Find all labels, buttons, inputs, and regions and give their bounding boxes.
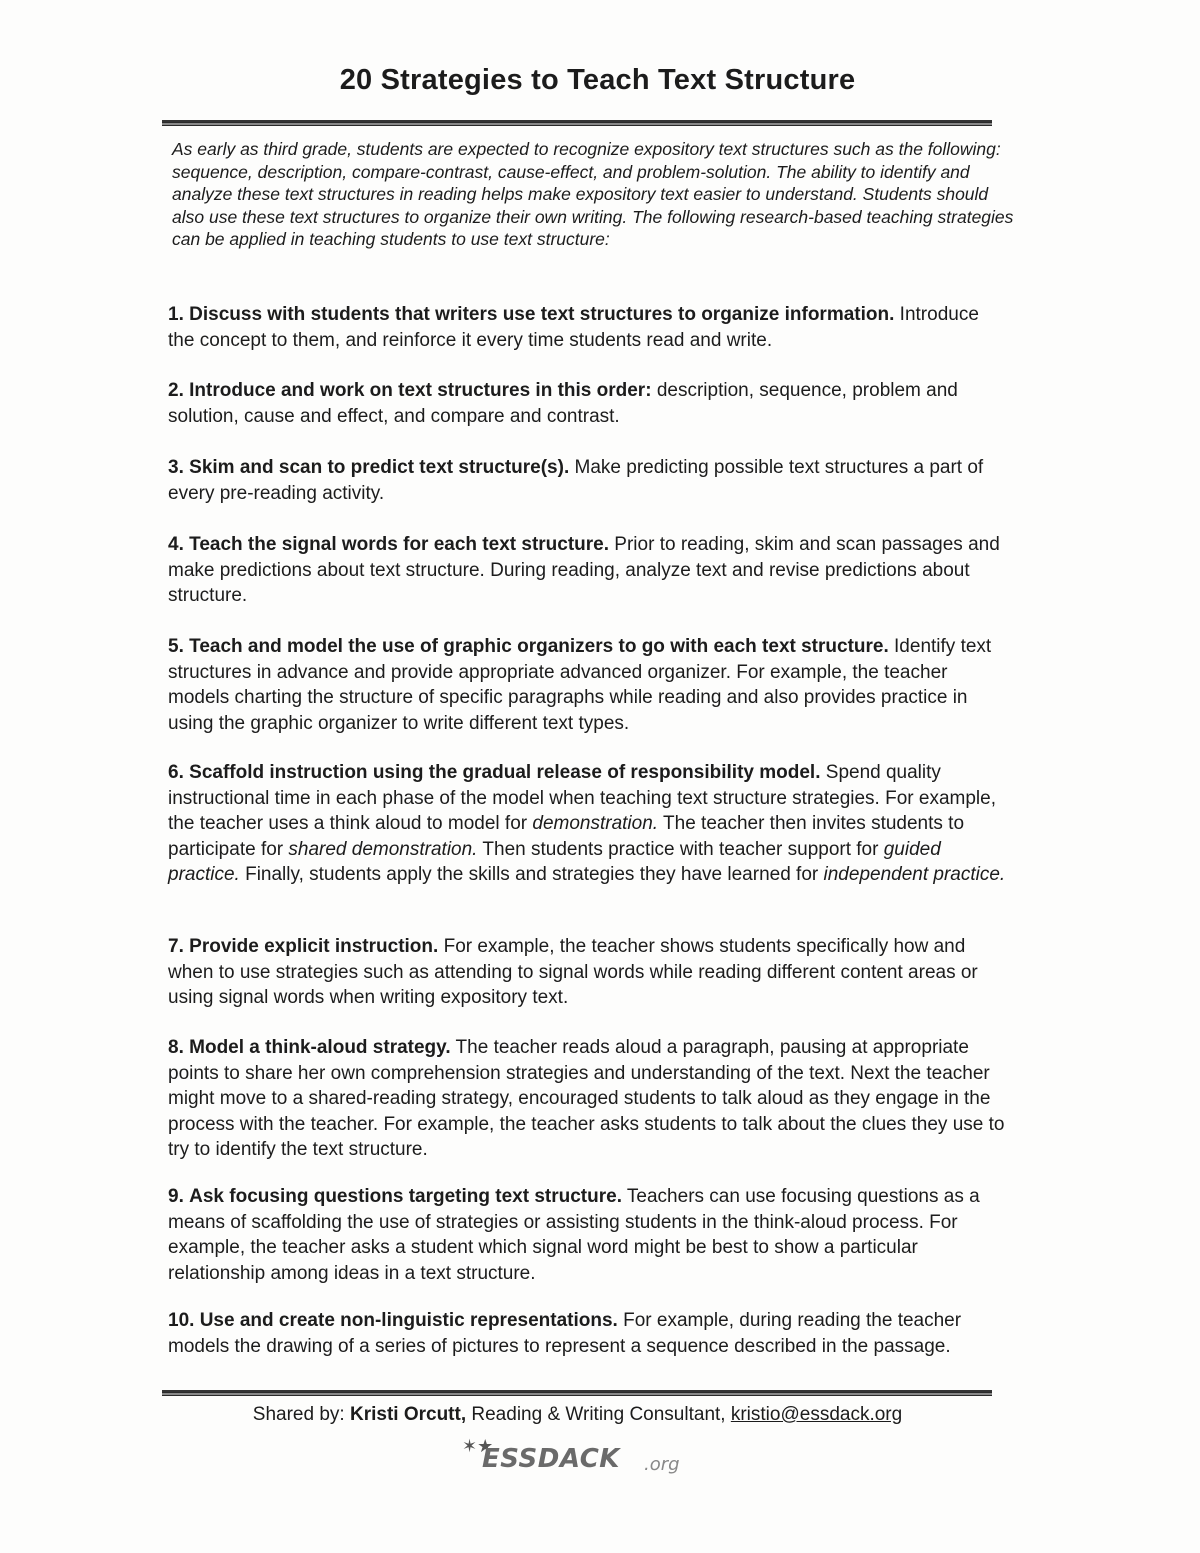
strategy-item — [168, 1184, 1008, 1286]
strategy-body: Teachers can use focusing questions as a means of scaffolding the use of strategies or assisting students in the think-aloud process. For example, the teacher asks a student which signal word might be best to show a particular relationship among ideas in a text structure. — [168, 1186, 980, 1284]
strategy-body: For example, the teacher shows students specifically how and when to use strategies such as attending to signal words while reading different content areas or using signal words when writing expository text. — [168, 936, 978, 1008]
strategy-body: description, sequence, problem and solution, cause and effect, and compare and contrast. — [168, 380, 958, 427]
author-role: Reading & Writing Consultant, — [471, 1404, 726, 1425]
strategy-number: 8. — [168, 1037, 184, 1058]
strategy-item — [168, 760, 1008, 888]
strategy-heading: Teach the signal words for each text structure. — [189, 534, 610, 555]
strategy-item — [168, 532, 1008, 609]
page-title: 20 Strategies to Teach Text Structure — [339, 64, 856, 96]
strategy-item — [168, 934, 1008, 1011]
strategy-body: For example, during reading the teacher models the drawing of a series of pictures to represent a sequence described in the passage. — [168, 1310, 962, 1357]
strategy-item — [168, 1035, 1008, 1163]
strategy-emphasis: guided practice. — [168, 838, 941, 885]
strategy-item — [168, 302, 1008, 353]
strategy-number: 7. — [168, 936, 184, 957]
strategy-number: 10. — [168, 1310, 195, 1331]
author-name: Kristi Orcutt, — [349, 1404, 467, 1425]
strategy-heading: Discuss with students that writers use text structures to organize information. — [189, 304, 895, 325]
strategy-body: Identify text structures in advance and provide appropriate advanced organizer. For example, the teacher models charting the structure of specific paragraphs while reading and also provides practice in using the graphic organizer to write different text types. — [168, 636, 992, 734]
strategy-body: Finally, students apply the skills and strategies they have learned for — [245, 864, 819, 885]
essdack-logo — [462, 1436, 702, 1480]
strategy-number: 9. — [168, 1186, 184, 1207]
strategy-number: 4. — [168, 534, 184, 555]
strategy-item — [168, 1308, 1008, 1359]
strategy-heading: Skim and scan to predict text structure(s). — [189, 457, 570, 478]
strategy-emphasis: demonstration. — [532, 813, 659, 834]
stars-icon: ✶★ — [462, 1436, 494, 1457]
strategy-body: Spend quality instructional time in each phase of the model when teaching text structure strategies. For example, the teacher uses a think aloud to model for — [168, 762, 996, 834]
strategy-emphasis: shared demonstration. — [288, 838, 478, 860]
strategy-number: 2. — [168, 380, 184, 401]
strategy-emphasis: independent practice. — [823, 864, 1006, 885]
strategy-heading: Provide explicit instruction. — [189, 936, 439, 957]
strategy-heading: Use and create non-linguistic representations. — [199, 1310, 618, 1331]
strategy-item — [168, 455, 1008, 506]
strategy-item — [168, 634, 1008, 736]
intro-paragraph: As early as third grade, students are expected to recognize expository text structures such as the following: sequence, description, compare-contrast, cause-effect, and problem-solution. The ability to identify and analyze these text structures in reading helps make expository text easier to understand. Students should also use these text structures to organize their own writing. The following research-based teaching strategies can be applied in teaching students to use text structure: — [172, 139, 1014, 249]
strategy-number: 3. — [168, 457, 184, 478]
strategy-heading: Scaffold instruction using the gradual release of responsibility model. — [189, 762, 821, 783]
strategy-number: 1. — [168, 304, 184, 325]
bottom-divider — [162, 1390, 992, 1396]
footer-credit — [0, 1404, 1155, 1426]
strategy-body: Make predicting possible text structures a part of every pre-reading activity. — [168, 457, 984, 504]
top-divider — [162, 120, 992, 126]
author-email[interactable]: kristio@essdack.org — [730, 1404, 903, 1425]
strategy-heading: Model a think-aloud strategy. — [189, 1037, 451, 1058]
logo-suffix: .org — [644, 1454, 680, 1475]
strategy-number: 5. — [168, 636, 184, 657]
strategy-body: The teacher reads aloud a paragraph, pausing at appropriate points to share her own comprehension strategies and understanding of the text. Next the teacher might move to a shared-reading strategy, encouraged students to talk aloud as they engage in the process with the teacher. For example, the teacher asks students to talk about the clues they use to try to identify the text structure. — [168, 1037, 1005, 1160]
strategy-body: Introduce the concept to them, and reinforce it every time students read and write. — [168, 304, 979, 351]
strategy-body: Then students practice with teacher support for — [482, 838, 879, 860]
logo-brand: ESSDACK — [482, 1444, 620, 1474]
strategy-heading: Ask focusing questions targeting text structure. — [189, 1186, 622, 1207]
strategy-body: The teacher then invites students to participate for — [168, 813, 965, 860]
strategy-item — [168, 378, 1008, 429]
strategy-heading: Teach and model the use of graphic organizers to go with each text structure. — [189, 636, 889, 657]
strategy-number: 6. — [168, 762, 184, 783]
strategy-heading: Introduce and work on text structures in this order: — [189, 380, 652, 401]
footer-prefix: Shared by: — [252, 1404, 345, 1425]
strategy-body: Prior to reading, skim and scan passages and make predictions about text structure. During reading, analyze text and revise predictions about structure. — [168, 534, 1000, 606]
